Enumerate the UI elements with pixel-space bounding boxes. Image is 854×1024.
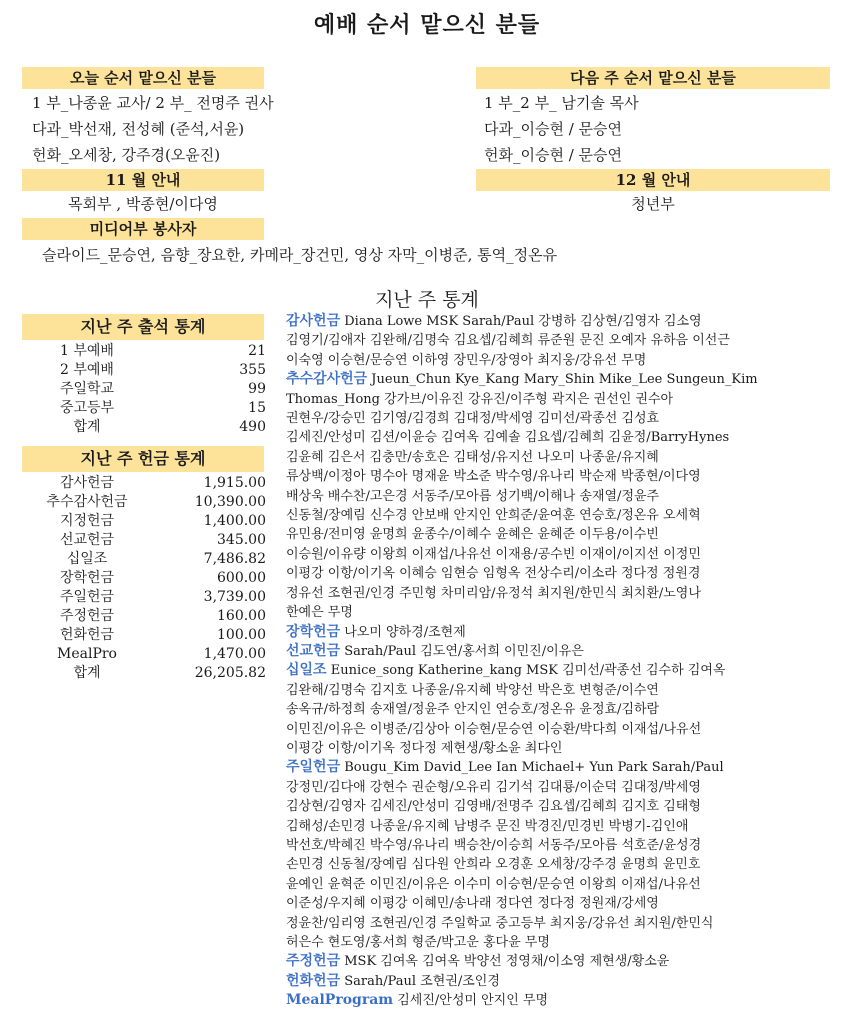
media-header: 미디어부 봉사자: [22, 218, 264, 240]
donor-names: 이승원/이유량 이왕희 이재섭/나유선 이재용/공수빈 이재이/이지선 이정민: [286, 546, 701, 562]
donor-line: [286, 331, 846, 350]
today-header: 오늘 순서 맡으신 분들: [22, 67, 264, 89]
donor-category: 추수감사헌금: [286, 371, 368, 388]
donor-category: 주정헌금: [286, 953, 341, 970]
donor-line: [286, 972, 846, 991]
donor-names: MSK 김여옥 김여옥 박양선 정영채/이소영 제현생/황소윤: [344, 954, 670, 970]
donor-names: 이준성/우지혜 이평강 이혜민/송나래 정다연 정다정 정원재/강세영: [286, 896, 659, 912]
row-value: 1,470.00: [203, 646, 266, 662]
donor-names: 한예은 무명: [286, 605, 353, 621]
table-row: [22, 512, 268, 531]
row-label: MealPro: [57, 646, 117, 662]
donor-line: [286, 584, 846, 603]
donor-line: [286, 778, 846, 797]
donor-category: 감사헌금: [286, 313, 341, 329]
donor-category: 십일조: [286, 662, 327, 679]
donor-line: [286, 506, 846, 525]
row-value: 100.00: [217, 627, 266, 643]
table-row: [22, 645, 268, 664]
donor-names: 김영기/김애자 김완해/김명숙 김요셉/김혜희 류준원 문진 오예자 유하음 이선근: [286, 333, 730, 349]
donor-line: [286, 370, 846, 389]
donor-category: 헌화헌금: [286, 972, 341, 989]
row-value: 355: [239, 362, 266, 378]
media-text: 슬라이드_문승연, 음향_장요한, 카메라_장건민, 영상 자막_이병준, 통역_정온유: [42, 246, 558, 264]
attendance-header: 지난 주 출석 통계: [22, 314, 264, 340]
row-label: 십일조: [66, 551, 108, 567]
donor-line: [286, 797, 846, 816]
row-label: 선교헌금: [59, 532, 115, 548]
donor-line: [286, 312, 846, 331]
donor-names: Sarah/Paul 김도연/홍서희 이민진/이유은: [344, 643, 584, 659]
donor-line: [286, 836, 846, 855]
offering-table: [22, 474, 268, 683]
donor-line: [286, 739, 846, 758]
donor-line: [286, 623, 846, 642]
donor-line: [286, 952, 846, 971]
donor-line: [286, 642, 846, 661]
donor-line: [286, 914, 846, 933]
donor-names: Jueun_Chun Kye_Kang Mary_Shin Mike_Lee Sungeun_Kim: [371, 372, 758, 388]
donor-line: [286, 681, 846, 700]
row-value: 345.00: [217, 532, 266, 548]
donor-line: [286, 855, 846, 874]
donor-line: [286, 758, 846, 777]
attendance-table: [22, 342, 268, 437]
row-value: 26,205.82: [194, 665, 266, 681]
donor-line: [286, 817, 846, 836]
donor-line: [286, 933, 846, 952]
donor-line: [286, 390, 846, 409]
row-value: 10,390.00: [194, 494, 266, 510]
today-line-1: 1 부_나종윤 교사/ 2 부_ 전명주 권사: [32, 94, 274, 112]
donor-names: 권현우/강승민 김기영/김경희 김대정/박세영 김미선/곽종선 김성효: [286, 411, 660, 427]
row-label: 합계: [73, 419, 101, 435]
row-label: 2 부예배: [60, 362, 114, 378]
donor-names: 유민용/전미영 윤명희 윤종수/이혜수 윤혜은 윤혜준 이두용/이수빈: [286, 527, 659, 543]
row-value: 7,486.82: [203, 551, 266, 567]
nov-text: 목회부 , 박종현/이다영: [68, 195, 218, 213]
donor-names: Sarah/Paul 조현권/조인경: [344, 973, 500, 989]
table-row: [22, 399, 268, 418]
donor-line: [286, 409, 846, 428]
donor-names: 박선호/박혜진 박수영/유나리 백승찬/이승희 서동주/모아름 석호준/윤성경: [286, 837, 702, 853]
donor-names: 김세진/안성미 김션/이윤승 김여옥 김예솔 김요셉/김혜희 김윤정/BarryHynes: [286, 430, 730, 446]
donor-names: 강정민/김다애 강현수 권순형/오유리 김기석 김대룡/이순덕 김대정/박세영: [286, 779, 701, 795]
nov-header: 11 월 안내: [22, 169, 264, 191]
donor-category: 주일헌금: [286, 759, 341, 776]
donor-category: MealProgram: [286, 992, 394, 1009]
table-row: [22, 664, 268, 683]
row-value: 600.00: [217, 570, 266, 586]
table-row: [22, 474, 268, 493]
table-row: [22, 626, 268, 645]
row-label: 중고등부: [59, 400, 115, 416]
donor-names: Eunice_song Katherine_kang MSK 김미선/곽종선 김수하 김여옥: [330, 663, 726, 679]
donor-names: 김해성/손민경 나종윤/유지혜 남병주 문진 박경진/민경빈 박병기-김인애: [286, 818, 689, 834]
donor-names: 허은수 현도영/홍서희 형준/박고운 홍다윤 무명: [286, 935, 550, 950]
donor-line: [286, 991, 846, 1010]
dec-text: 청년부: [631, 195, 675, 213]
row-label: 장학헌금: [59, 570, 115, 586]
donor-names: 김세진/안성미 안지인 무명: [397, 993, 549, 1009]
donor-category: 장학헌금: [286, 623, 341, 640]
donor-line: [286, 487, 846, 506]
row-label: 감사헌금: [59, 475, 115, 491]
donor-names: Bougu_Kim David_Lee Ian Michael+ Yun Park Sarah/Paul: [344, 760, 724, 776]
table-row: [22, 569, 268, 588]
donor-names: 송옥규/하정희 송재열/정윤주 안지인 연승호/정온유 윤정효/김하람: [286, 702, 660, 718]
row-value: 490: [239, 419, 266, 435]
row-value: 160.00: [217, 608, 266, 624]
row-label: 추수감사헌금: [46, 494, 128, 510]
row-label: 주정헌금: [59, 608, 115, 624]
next-line-1: 1 부_2 부_ 남기솔 목사: [484, 94, 639, 112]
row-label: 헌화헌금: [59, 627, 115, 643]
table-row: [22, 361, 268, 380]
donor-names: 배상욱 배수찬/고은경 서동주/모아름 성기백/이해나 송재열/정윤주: [286, 488, 660, 504]
next-line-2: 다과_이승현 / 문승연: [484, 120, 623, 138]
table-row: [22, 550, 268, 569]
donor-line: [286, 700, 846, 719]
table-row: [22, 418, 268, 437]
donor-category: 선교헌금: [286, 642, 341, 659]
table-row: [22, 380, 268, 399]
donor-line: [286, 351, 846, 370]
donor-names: Diana Lowe MSK Sarah/Paul 강병하 김상현/김영자 김소영: [344, 314, 702, 329]
donor-line: [286, 894, 846, 913]
row-value: 99: [248, 381, 266, 397]
dec-header: 12 월 안내: [476, 169, 830, 191]
table-row: [22, 531, 268, 550]
next-line-3: 헌화_이승현 / 문승연: [484, 146, 623, 164]
donor-names: 김완해/김명숙 김지호 나종윤/유지혜 박양선 박은호 변형준/이수연: [286, 682, 659, 698]
row-label: 지정헌금: [59, 513, 115, 529]
donor-names: 신동철/장예림 신수경 안보배 안지인 안희준/윤여훈 연승호/정온유 오세혁: [286, 508, 701, 524]
donor-line: [286, 661, 846, 680]
table-row: [22, 342, 268, 361]
donor-names: 나오미 양하경/조현제: [344, 624, 466, 640]
donor-line: [286, 564, 846, 583]
donor-names: 이숙영 이승현/문승연 이하영 장민우/장영아 최지웅/강유선 무명: [286, 352, 647, 368]
row-label: 주일학교: [59, 381, 115, 397]
offering-header: 지난 주 헌금 통계: [22, 446, 264, 472]
donor-line: [286, 525, 846, 544]
donor-names: 류상백/이정아 명수아 명재윤 박소준 박수영/유나리 박순재 박종현/이다영: [286, 469, 701, 485]
donor-names: Thomas_Hong 강가브/이유진 강유진/이주형 곽지은 권선인 권수아: [286, 391, 674, 407]
row-value: 1,400.00: [203, 513, 266, 529]
table-row: [22, 493, 268, 512]
table-row: [22, 607, 268, 626]
donor-line: [286, 448, 846, 467]
today-line-3: 헌화_오세창, 강주경(오윤진): [32, 146, 221, 164]
row-value: 3,739.00: [203, 589, 266, 605]
row-value: 21: [248, 343, 266, 359]
donor-line: [286, 720, 846, 739]
donor-line: [286, 875, 846, 894]
donor-names: 이평강 이항/이기옥 정다정 제현생/황소윤 최다인: [286, 740, 563, 756]
row-label: 1 부예배: [60, 343, 114, 359]
donor-line: [286, 467, 846, 486]
donor-line: [286, 545, 846, 564]
donor-names: 윤예인 윤혁준 이민진/이유은 이수미 이승현/문승연 이왕희 이재섭/나유선: [286, 876, 701, 892]
donor-names: 김상현/김영자 김세진/안성미 김영배/전명주 김요셉/김혜희 김지호 김태형: [286, 799, 701, 815]
table-row: [22, 588, 268, 607]
donor-names: 김윤혜 김은서 김충만/송호은 김태성/유지선 나오미 나종윤/유지혜: [286, 449, 659, 465]
donor-names: 이평강 이항/이기옥 이혜승 임현승 임형옥 전상수리/이소라 정다정 정원경: [286, 566, 701, 582]
row-value: 15: [248, 400, 266, 416]
today-line-2: 다과_박선재, 전성혜 (준석,서윤): [32, 120, 245, 138]
donor-line: [286, 428, 846, 447]
row-value: 1,915.00: [203, 475, 266, 491]
page-title: 예배 순서 맡으신 분들: [313, 12, 541, 38]
donor-line: [286, 603, 846, 622]
row-label: 합계: [73, 665, 101, 681]
donor-list: [286, 312, 846, 1011]
donor-names: 정윤찬/임리영 조현권/인경 주일학교 중고등부 최지웅/강유선 최지원/한민식: [286, 915, 714, 931]
donor-names: 손민경 신동철/장예림 심다원 안희라 오경훈 오세창/강주경 윤명희 윤민호: [286, 857, 701, 873]
donor-names: 정유선 조현권/인경 주민형 차미리암/유정석 최지원/한민식 최치환/노영나: [286, 585, 701, 601]
next-header: 다음 주 순서 맡으신 분들: [476, 67, 830, 89]
last-week-title: 지난 주 통계: [375, 289, 479, 311]
row-label: 주일헌금: [59, 589, 115, 605]
donor-names: 이민진/이유은 이병준/김상아 이승현/문승연 이승환/박다희 이재섭/나유선: [286, 721, 702, 737]
